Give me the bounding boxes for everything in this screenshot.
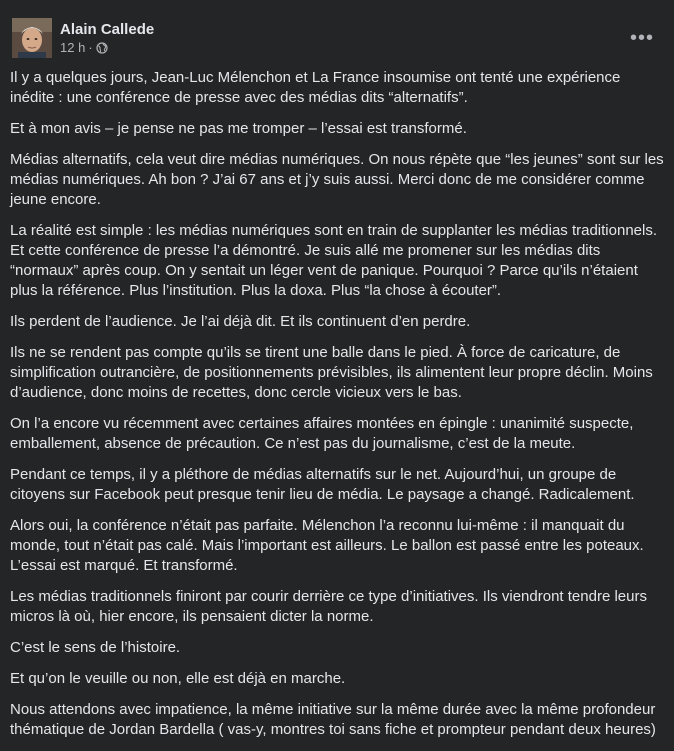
globe-icon — [96, 42, 108, 54]
more-options-button[interactable] — [624, 24, 660, 52]
post-paragraph: Médias alternatifs, cela veut dire médias numériques. On nous répète que “les jeunes” sont sur les médias numériques. Ah bon ? J’ai 67 ans et j’y suis aussi. Merci donc de me considérer comme jeune encore. — [10, 151, 664, 208]
post-paragraph: Les médias traditionnels finiront par courir derrière ce type d’initiatives. Ils viendront tendre leurs micros là où, hier encore, ils pensaient dicter la norme. — [10, 588, 647, 625]
post-subline — [60, 40, 154, 56]
more-horizontal-icon: ••• — [629, 27, 654, 49]
post-timestamp[interactable]: 12 h — [60, 40, 86, 55]
post-paragraph: Ils ne se rendent pas compte qu’ils se tirent une balle dans le pied. À force de caricature, de simplification outrancière, de positionnements prévisibles, ils alimentent leur propre déclin. Moins d’audience, donc moins de recettes, donc cercle vicieux vers le bas. — [10, 344, 653, 401]
post-paragraph: Nous attendons avec impatience, la même initiative sur la même durée avec la même profondeur thématique de Jordan Bardella ( vas-y, montres toi sans fiche et prompteur pendant deux heures) — [10, 701, 656, 738]
post-paragraph: Il y a quelques jours, Jean-Luc Mélenchon et La France insoumise ont tenté une expérience inédite : une conférence de presse avec des médias dits “alternatifs”. — [10, 69, 621, 106]
post-paragraph: Et qu’on le veuille ou non, elle est déjà en marche. — [10, 670, 346, 687]
post-paragraph: C’est le sens de l’histoire. — [10, 639, 181, 656]
post-paragraph: Pendant ce temps, il y a pléthore de médias alternatifs sur le net. Aujourd’hui, un groupe de citoyens sur Facebook peut presque tenir lieu de média. Le paysage a changé. Radicalement. — [10, 466, 635, 503]
meta-separator: · — [88, 40, 93, 55]
avatar[interactable] — [12, 18, 52, 58]
post-paragraph: La réalité est simple : les médias numériques sont en train de supplanter les médias traditionnels. Et cette conférence de presse l’a démontré. Je suis allé me promener sur les médias dits “normaux” après coup. On y sentait un léger vent de panique. Pourquoi ? Parce qu’ils n’étaient plus la référence. Plus l’institution. Plus la doxa. Plus “la chose à écouter”. — [10, 222, 658, 299]
post-paragraph: On l’a encore vu récemment avec certaines affaires montées en épingle : unanimité suspecte, emballement, absence de précaution. Ce n’est pas du journalisme, c’est de la meute. — [10, 415, 634, 452]
post-paragraph: Ils perdent de l’audience. Je l’ai déjà dit. Et ils continuent d’en perdre. — [10, 313, 471, 330]
post-paragraph: Et à mon avis – je pense ne pas me tromper – l’essai est transformé. — [10, 120, 467, 137]
post-body — [10, 68, 666, 751]
post-meta — [60, 20, 154, 56]
post-paragraph: Alors oui, la conférence n’était pas parfaite. Mélenchon l’a reconnu lui-même : il manquait du monde, tout n’était pas calé. Mais l’important est ailleurs. Le ballon est passé entre les poteaux. L’essai est marqué. Et transformé. — [10, 517, 644, 574]
author-name[interactable]: Alain Callede — [60, 21, 155, 38]
post-header — [12, 16, 154, 60]
